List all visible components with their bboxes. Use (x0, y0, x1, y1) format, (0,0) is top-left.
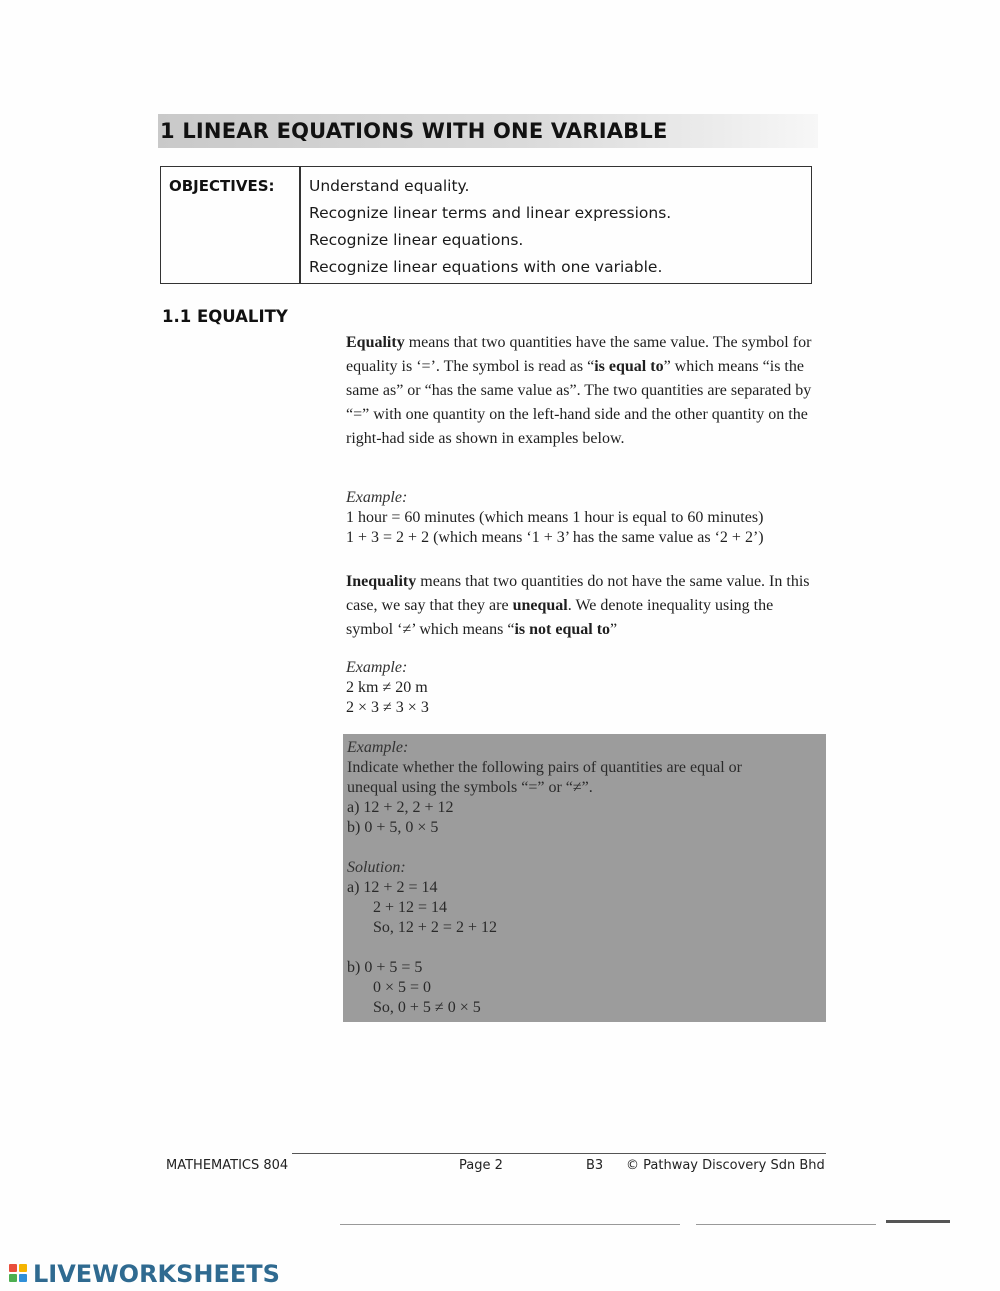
objectives-box (160, 166, 812, 284)
spacer (347, 838, 826, 858)
example-line: 2 km ≠ 20 m (346, 679, 428, 696)
liveworksheets-grid-icon (9, 1264, 29, 1284)
equality-text-2: ” which means “is the same as” or “has the same value as”. The two quantities are separated by “=” with one quantity on the left-hand side and the other quantity on the right-had side as shown in examples below. (346, 358, 812, 447)
objective-item: Recognize linear terms and linear expressions. (309, 204, 672, 222)
equality-term: Equality (346, 334, 405, 351)
example-equality (346, 488, 816, 548)
logo-square (9, 1274, 17, 1282)
example-label: Example: (347, 739, 409, 756)
inequality-paragraph (346, 570, 816, 642)
logo-square (19, 1274, 27, 1282)
footer-copyright: © Pathway Discovery Sdn Bhd (626, 1158, 825, 1173)
example-label: Example: (346, 489, 408, 506)
scan-artifact-line (340, 1224, 680, 1225)
footer-rule (292, 1153, 826, 1154)
inequality-text-2: . We denote inequality using the symbol ‘≠’ which means “ (346, 597, 774, 638)
logo-square (19, 1264, 27, 1272)
section-heading: 1.1 EQUALITY (162, 307, 288, 326)
example-line: 1 + 3 = 2 + 2 (which means ‘1 + 3’ has the same value as ‘2 + 2’) (346, 529, 764, 546)
question-line: b) 0 + 5, 0 × 5 (347, 819, 439, 836)
footer-page-number: Page 2 (459, 1158, 503, 1173)
brand-name: LIVEWORKSHEETS (33, 1260, 280, 1288)
equality-emphasis: is equal to (594, 358, 664, 375)
inequality-paragraph-block (346, 570, 816, 642)
shaded-example-box (343, 734, 826, 1022)
example-line: 1 hour = 60 minutes (which means 1 hour is equal to 60 minutes) (346, 509, 764, 526)
chapter-title: 1 LINEAR EQUATIONS WITH ONE VARIABLE (158, 114, 818, 148)
inequality-text-1: means that two quantities do not have the same value. In this case, we say that they are (346, 573, 810, 614)
liveworksheets-logo[interactable] (9, 1259, 280, 1289)
inequality-term: Inequality (346, 573, 417, 590)
objective-item: Recognize linear equations with one variable. (309, 258, 663, 276)
equality-paragraph-block (346, 331, 816, 451)
footer-subject: MATHEMATICS 804 (166, 1158, 289, 1173)
objective-item: Recognize linear equations. (309, 231, 524, 249)
inequality-text-3: ” (610, 621, 618, 638)
spacer (347, 938, 826, 958)
example-inequality (346, 658, 816, 718)
example-label: Example: (346, 659, 408, 676)
scan-artifact-line (696, 1224, 876, 1225)
solution-line: b) 0 + 5 = 5 (347, 959, 423, 976)
objective-item: Understand equality. (309, 177, 470, 195)
equality-text-1: means that two quantities have the same value. The symbol for equality is ‘=’. The symbol is read as “ (346, 334, 812, 375)
question-line: unequal using the symbols “=” or “≠”. (347, 779, 593, 796)
objectives-label: OBJECTIVES: (169, 177, 275, 195)
solution-line: 2 + 12 = 14 (373, 899, 448, 916)
footer-code: B3 (586, 1158, 604, 1173)
objectives-list (309, 175, 805, 283)
solution-line: So, 12 + 2 = 2 + 12 (373, 919, 497, 936)
unequal-emphasis: unequal (512, 597, 568, 614)
equality-paragraph (346, 331, 816, 451)
solution-line: 0 × 5 = 0 (373, 979, 432, 996)
question-line: a) 12 + 2, 2 + 12 (347, 799, 454, 816)
logo-square (9, 1264, 17, 1272)
scan-artifact-line (886, 1220, 950, 1223)
objectives-divider (299, 167, 301, 283)
solution-line: So, 0 + 5 ≠ 0 × 5 (373, 999, 481, 1016)
solution-line: a) 12 + 2 = 14 (347, 879, 438, 896)
question-line: Indicate whether the following pairs of quantities are equal or (347, 759, 742, 776)
solution-label: Solution: (347, 859, 406, 876)
not-equal-emphasis: is not equal to (514, 621, 611, 638)
example-line: 2 × 3 ≠ 3 × 3 (346, 699, 429, 716)
